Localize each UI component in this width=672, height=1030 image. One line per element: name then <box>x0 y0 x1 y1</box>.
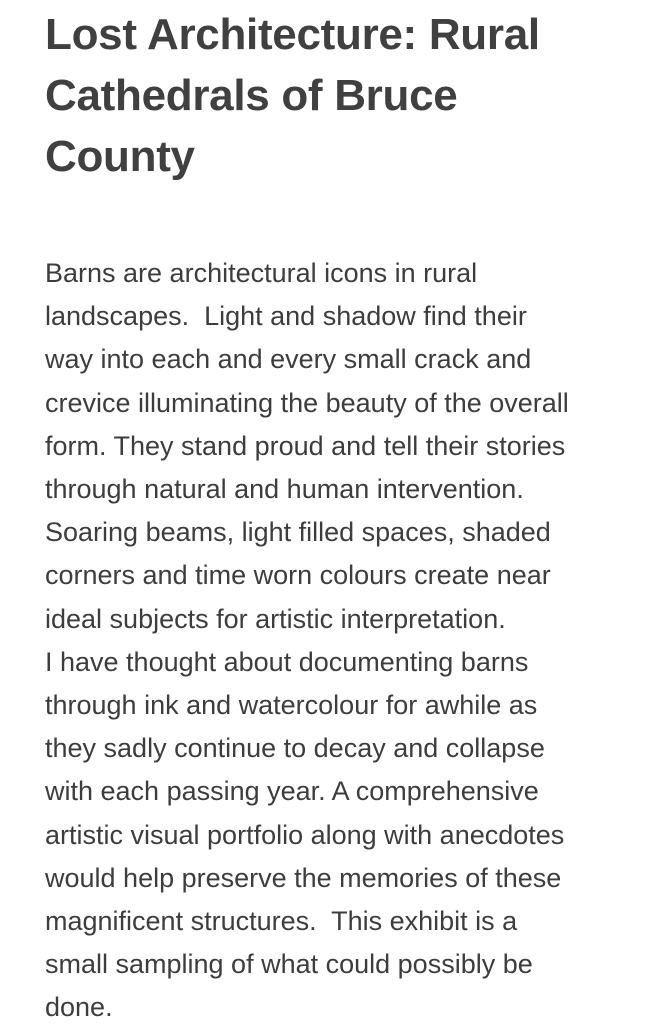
body-line: through natural and human intervention. <box>45 474 524 505</box>
body-line: ideal subjects for artistic interpretation. <box>45 603 506 634</box>
body-line: artistic visual portfolio along with anecdotes <box>45 819 565 850</box>
body-line: I have thought about documenting barns <box>45 646 529 677</box>
body-line: done. <box>45 992 113 1023</box>
title-line: Cathedrals of Bruce <box>45 71 458 120</box>
title-line: Lost Architecture: Rural <box>45 10 540 59</box>
body-line: Soaring beams, light filled spaces, shaded <box>45 517 551 548</box>
body-line: they sadly continue to decay and collapse <box>45 733 545 764</box>
body-line: magnificent structures. This exhibit is a <box>45 906 518 937</box>
body-line: way into each and every small crack and <box>45 344 532 375</box>
body-line: landscapes. Light and shadow find their <box>45 301 527 332</box>
body-line: small sampling of what could possibly be <box>45 949 533 980</box>
body-line: corners and time worn colours create near <box>45 560 551 591</box>
page-title <box>45 0 648 187</box>
body-line: through ink and watercolour for awhile as <box>45 690 538 721</box>
body-line: form. They stand proud and tell their stories <box>45 430 566 461</box>
title-line: County <box>45 132 195 181</box>
article-body <box>45 252 648 1030</box>
body-line: would help preserve the memories of these <box>45 862 562 893</box>
body-line: with each passing year. A comprehensive <box>45 776 539 807</box>
body-line: Barns are architectural icons in rural <box>45 258 478 288</box>
body-line: crevice illuminating the beauty of the overall <box>45 387 569 418</box>
